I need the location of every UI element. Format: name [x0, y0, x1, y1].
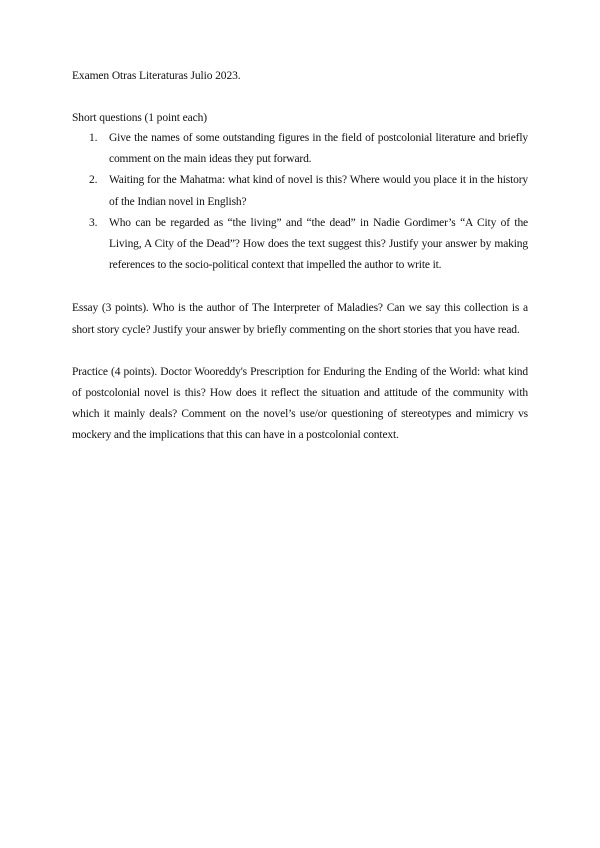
question-item	[72, 213, 528, 277]
question-text: Who can be regarded as “the living” and “the dead” in Nadie Gordimer’s “A City of the Living, A City of the Dead”? How does the text suggest this? Justify your answer by making references to the socio-political context that impelled the author to write it.	[109, 216, 528, 272]
question-item	[72, 128, 528, 170]
short-questions-list	[72, 128, 528, 276]
question-text: Give the names of some outstanding figures in the field of postcolonial literature and briefly comment on the main ideas they put forward.	[109, 132, 528, 166]
short-questions-heading: Short questions (1 point each)	[72, 112, 207, 124]
essay-question: Essay (3 points). Who is the author of The Interpreter of Maladies? Can we say this collection is a short story cycle? Justify your answer by briefly commenting on the short stories that you have read.	[72, 302, 528, 336]
exam-document	[72, 66, 528, 447]
practice-question: Practice (4 points). Doctor Wooreddy's Prescription for Enduring the Ending of the World: what kind of postcolonial novel is this? How does it reflect the situation and attitude of the community with which it mainly deals? Comment on the novel’s use/or questioning of stereotypes and mimicry vs mockery and the implications that this can have in a postcolonial context.	[72, 365, 528, 442]
exam-title: Examen Otras Literaturas Julio 2023.	[72, 70, 241, 82]
question-item	[72, 170, 528, 212]
question-number: 3.	[89, 216, 98, 229]
question-number: 1.	[89, 132, 98, 144]
question-number: 2.	[89, 174, 98, 187]
question-text: Waiting for the Mahatma: what kind of novel is this? Where would you place it in the history of the Indian novel in English?	[109, 174, 528, 208]
